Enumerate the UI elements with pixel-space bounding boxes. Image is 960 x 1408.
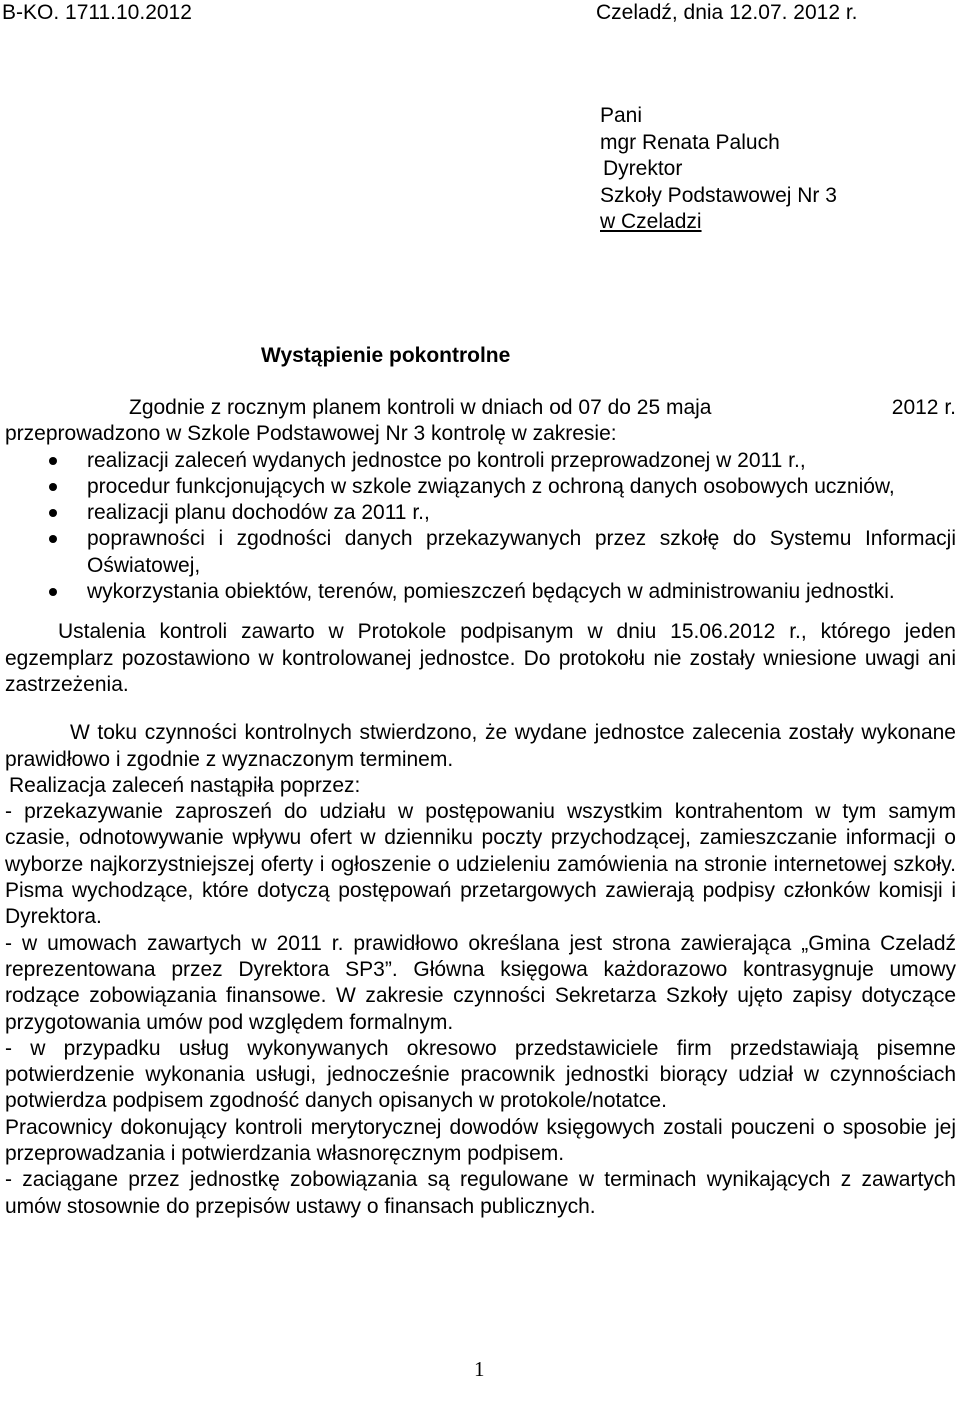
scope-item-text: procedur funkcjonujących w szkole związanych z ochroną danych osobowych uczniów, <box>87 474 895 498</box>
list-item <box>5 526 956 579</box>
list-item <box>5 500 956 526</box>
bullet-icon <box>49 509 57 517</box>
spacer <box>5 605 956 619</box>
recommendations-paragraph: W toku czynności kontrolnych stwierdzono, że wydane jednostce zalecenia zostały wykonane prawidłowo i zgodnie z wyznaczonym terminem. <box>5 721 956 771</box>
findings-paragraph: Ustalenia kontroli zawarto w Protokole podpisanym w dniu 15.06.2012 r., którego jeden egzemplarz pozostawiono w kontrolowanej jednostce. Do protokołu nie zostały wniesione uwagi ani zastrzeżenia. <box>5 620 956 696</box>
implementation-heading: Realizacja zaleceń nastąpiła poprzez: <box>9 773 361 797</box>
scope-list <box>5 448 956 606</box>
implementation-item: Pracownicy dokonujący kontroli merytorycznej dowodów księgowych zostali pouczeni o sposobie jej przeprowadzania i potwierdzania własnoręcznym podpisem. <box>5 1115 956 1166</box>
spacer <box>5 698 956 720</box>
bullet-icon <box>49 588 57 596</box>
place-and-date: Czeladź, dnia 12.07. 2012 r. <box>596 1 858 24</box>
intro-line <box>5 395 956 421</box>
scope-item-text: realizacji zaleceń wydanych jednostce po kontroli przeprowadzonej w 2011 r., <box>87 448 806 472</box>
recipient-salutation: Pani <box>600 104 643 127</box>
implementation-item: - przekazywanie zaproszeń do udziału w postępowaniu wszystkim kontrahentom w tym samym czasie, odnotowywanie wpływu ofert w dzienniku poczty przychodzącej, zamieszczanie informacji o wyborze najkorzystniejszej oferty i ogłoszenie o udzieleniu zamówienia na stronie internetowej szkoły. Pisma wychodzące, które dotyczą postępowań przetargowych zawierają podpisy członków komisji i Dyrektora. <box>5 800 956 929</box>
list-item <box>5 448 956 474</box>
intro-line-end: 2012 r. <box>891 396 956 419</box>
recipient-block <box>600 103 837 236</box>
implementation-item: - w umowach zawartych w 2011 r. prawidłowo określana jest strona zawierająca „Gmina Czeladź reprezentowana przez Dyrektora SP3”. Główna księgowa każdorazowo kontrasygnuje umowy rodzące zobowiązania finansowe. W zakresie czynności Sekretarza Szkoły ujęto zapisy dotyczące przygotowania umów pod względem formalnym. <box>5 931 956 1034</box>
list-item <box>5 474 956 500</box>
scope-item-text: wykorzystania obiektów, terenów, pomieszczeń będących w administrowaniu jednostki. <box>87 580 895 604</box>
reference-number: B-KO. 1711.10.2012 <box>2 1 192 24</box>
list-item <box>5 579 956 605</box>
recipient-city: w Czeladzi <box>600 210 702 233</box>
bullet-icon <box>49 483 57 491</box>
document-title: Wystąpienie pokontrolne <box>261 344 511 367</box>
intro-line-start: Zgodnie z rocznym planem kontroli w dniach od 07 do 25 maja <box>129 396 712 419</box>
intro-scope-line: przeprowadzono w Szkole Podstawowej Nr 3 kontrolę w zakresie: <box>5 422 617 446</box>
recipient-institution: Szkoły Podstawowej Nr 3 <box>600 183 837 207</box>
document-body <box>5 395 956 1220</box>
bullet-icon <box>49 457 57 465</box>
bullet-icon <box>49 535 57 543</box>
page-number: 1 <box>474 1357 485 1381</box>
recipient-title: Dyrektor <box>603 157 683 180</box>
implementation-item: - w przypadku usług wykonywanych okresowo przedstawiciele firm przedstawiają pisemne potwierdzenie wykonania usługi, jednocześnie pracownik jednostki biorący udział w czynnościach potwierdza podpisem zgodność danych opisanych w protokole/notatce. <box>5 1036 956 1113</box>
scope-item-text: realizacji planu dochodów za 2011 r., <box>87 501 430 525</box>
recipient-name: mgr Renata Paluch <box>600 130 780 154</box>
scope-item-text: poprawności i zgodności danych przekazywanych przez szkołę do Systemu Informacji Oświatowej, <box>87 527 956 577</box>
implementation-item: - zaciągane przez jednostkę zobowiązania są regulowane w terminach wynikających z zawartych umów stosownie do przepisów ustawy o finansach publicznych. <box>5 1168 956 1218</box>
